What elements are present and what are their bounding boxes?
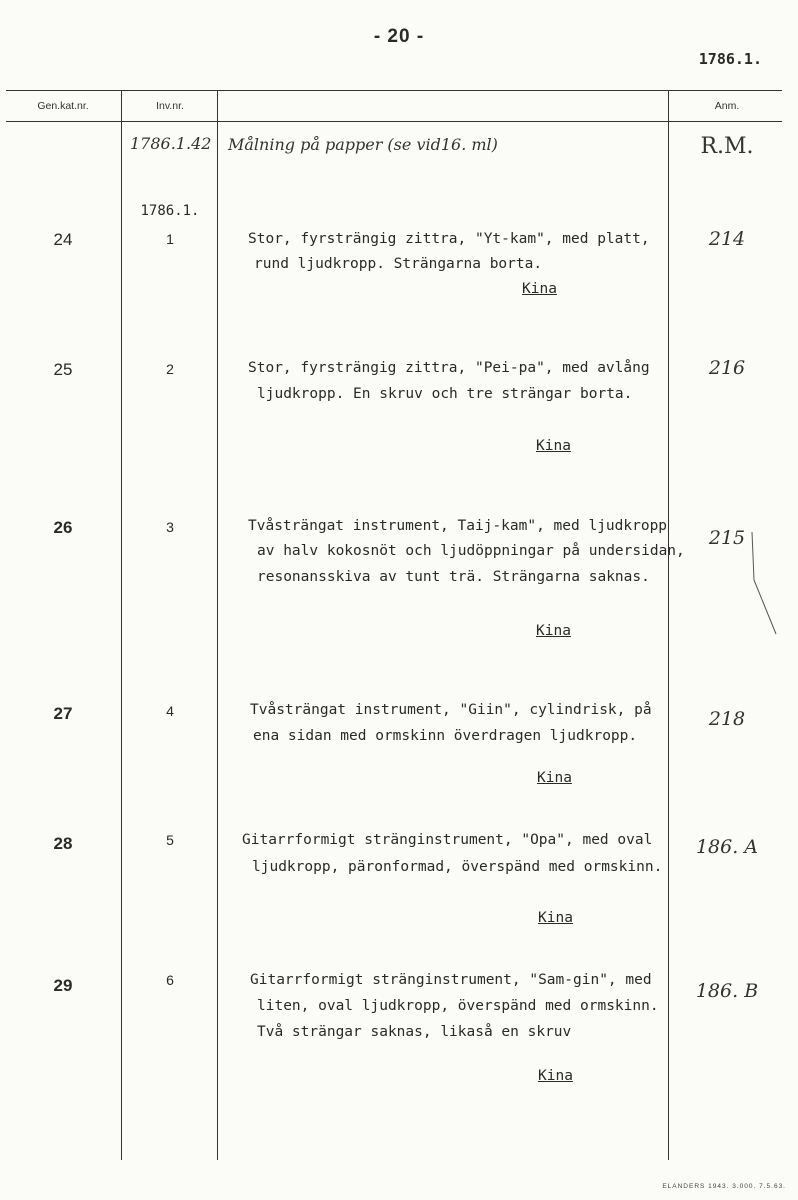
entry-desc-line: Tvåsträngat instrument, Taij-kam", med ljudkropp	[248, 518, 668, 534]
printer-imprint: ELANDERS 1943. 3.000. 7.5.63.	[662, 1183, 786, 1190]
group-label: 1786.1.	[140, 203, 200, 219]
column-header-anm: Anm.	[714, 100, 740, 112]
column-divider-inv	[217, 90, 218, 1160]
entry-desc-line: Gitarrformigt stränginstrument, "Sam-gin", med	[250, 972, 652, 988]
entry-origin: Kina	[522, 281, 557, 297]
entry-desc-line: av halv kokosnöt och ljudöppningar på undersidan,	[257, 543, 685, 559]
page-number: - 20 -	[373, 26, 425, 47]
margin-stroke	[742, 530, 782, 640]
entry-desc-line: Två strängar saknas, likaså en skruv	[257, 1024, 572, 1040]
note-text: Målning på papper (se vid16. ml)	[228, 135, 498, 154]
document-reference: 1786.1.	[698, 50, 762, 68]
entry-desc-line: Gitarrformigt stränginstrument, "Opa", med oval	[242, 832, 653, 848]
gen-nr: 28	[53, 834, 73, 853]
header-bottom-rule	[6, 121, 782, 122]
anm-value: 215	[708, 527, 746, 549]
gen-nr: 24	[53, 230, 73, 249]
anm-value: 186. B	[695, 980, 759, 1002]
entry-desc-line: liten, oval ljudkropp, överspänd med ormskinn.	[257, 998, 659, 1014]
entry-desc-line: Stor, fyrsträngig zittra, "Pei-pa", med avlång	[248, 360, 650, 376]
anm-value: 216	[708, 357, 746, 379]
entry-desc-line: Stor, fyrsträngig zittra, "Yt-kam", med platt,	[248, 231, 650, 247]
entry-origin: Kina	[537, 770, 572, 786]
column-header-inv: Inv.nr.	[156, 100, 184, 112]
note-inv: 1786.1.42	[130, 134, 212, 153]
entry-desc-line: Tvåsträngat instrument, "Giin", cylindrisk, på	[250, 702, 652, 718]
column-header-gen: Gen.kat.nr.	[37, 100, 89, 112]
anm-value: 186. A	[695, 836, 759, 858]
entry-origin: Kina	[538, 910, 573, 926]
gen-nr: 27	[53, 704, 73, 723]
entry-desc-line: rund ljudkropp. Strängarna borta.	[254, 256, 543, 272]
entry-desc-line: ljudkropp. En skruv och tre strängar borta.	[257, 386, 633, 402]
entry-origin: Kina	[536, 623, 571, 639]
gen-nr: 25	[53, 360, 73, 379]
inv-nr: 6	[166, 972, 174, 988]
column-divider-anm	[668, 90, 669, 1160]
gen-nr: 26	[53, 518, 73, 537]
inv-nr: 4	[166, 703, 174, 719]
gen-nr: 29	[53, 976, 73, 995]
inv-nr: 2	[166, 361, 174, 377]
anm-value: 218	[708, 708, 746, 730]
inv-nr: 3	[166, 519, 174, 535]
inv-nr: 5	[166, 832, 174, 848]
entry-origin: Kina	[538, 1068, 573, 1084]
anm-value: 214	[708, 228, 746, 250]
entry-origin: Kina	[536, 438, 571, 454]
note-anm: R.M.	[700, 134, 754, 159]
inv-nr: 1	[166, 231, 174, 247]
table-top-rule	[6, 90, 782, 91]
entry-desc-line: ena sidan med ormskinn överdragen ljudkropp.	[253, 728, 638, 744]
column-divider-gen	[121, 90, 122, 1160]
entry-desc-line: ljudkropp, päronformad, överspänd med ormskinn.	[252, 859, 663, 875]
entry-desc-line: resonansskiva av tunt trä. Strängarna saknas.	[257, 569, 650, 585]
